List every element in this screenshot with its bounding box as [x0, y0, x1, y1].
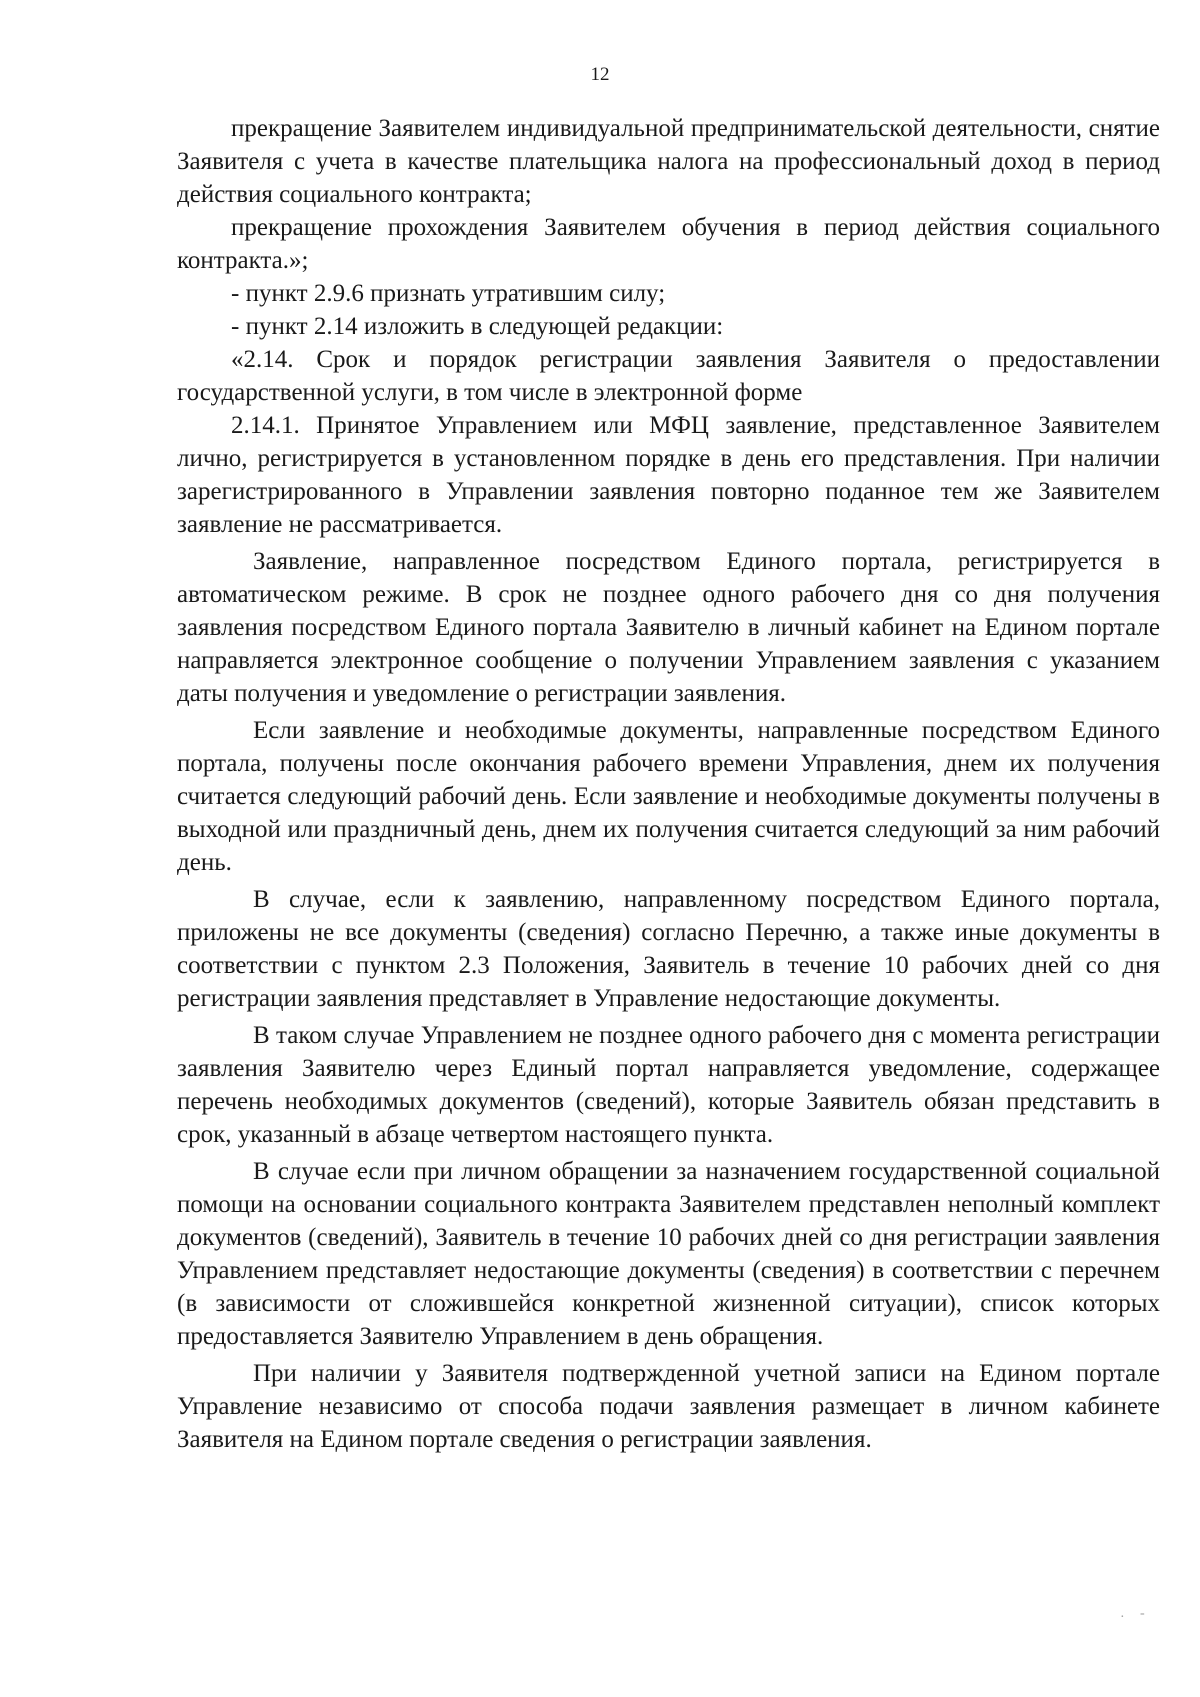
paragraph-12: При наличии у Заявителя подтвержденной учетной записи на Едином портале Управление независимо от способа подачи заявления размещает в личном кабинете Заявителя на Едином портале сведения о регистрации заявления.	[177, 1360, 1160, 1453]
paragraph-10: В таком случае Управлением не позднее одного рабочего дня с момента регистрации заявления Заявителю через Единый портал направляется уведомление, содержащее перечень необходимых документов (сведений), которые Заявитель обязан представить в срок, указанный в абзаце четвертом настоящего пункта.	[177, 1022, 1160, 1148]
paragraph-1: прекращение Заявителем индивидуальной предпринимательской деятельности, снятие Заявителя с учета в качестве плательщика налога на профессиональный доход в период действия социального контракта;	[177, 115, 1160, 208]
paragraph-9: В случае, если к заявлению, направленному посредством Единого портала, приложены не все документы (сведения) согласно Перечню, а также иные документы в соответствии с пунктом 2.3 Положения, Заявитель в течение 10 рабочих дней со дня регистрации заявления представляет в Управление недостающие документы.	[177, 886, 1160, 1012]
scan-speck: ·	[1120, 1610, 1125, 1625]
paragraph-3: - пункт 2.9.6 признать утратившим силу;	[231, 280, 666, 307]
page-number: 12	[590, 64, 610, 85]
document-body	[177, 112, 1160, 1456]
scan-speck: -	[1140, 1606, 1145, 1621]
paragraph-8: Если заявление и необходимые документы, направленные посредством Единого портала, получены после окончания рабочего времени Управления, днем их получения считается следующий рабочий день. Если заявление и необходимые документы получены в выходной или праздничный день, днем их получения считается следующий за ним рабочий день.	[177, 717, 1160, 876]
paragraph-7: Заявление, направленное посредством Единого портала, регистрируется в автоматическом режиме. В срок не позднее одного рабочего дня со дня получения заявления посредством Единого портала Заявителю в личный кабинет на Едином портале направляется электронное сообщение о получении Управлением заявления с указанием даты получения и уведомление о регистрации заявления.	[177, 548, 1160, 707]
paragraph-5: «2.14. Срок и порядок регистрации заявления Заявителя о предоставлении государственной услуги, в том числе в электронной форме	[177, 346, 1160, 406]
paragraph-4: - пункт 2.14 изложить в следующей редакции:	[231, 313, 724, 340]
paragraph-11: В случае если при личном обращении за назначением государственной социальной помощи на основании социального контракта Заявителем представлен неполный комплект документов (сведений), Заявитель в течение 10 рабочих дней со дня регистрации заявления Управлением представляет недостающие документы (сведения) в соответствии с перечнем (в зависимости от сложившейся конкретной жизненной ситуации), список которых предоставляется Заявителю Управлением в день обращения.	[177, 1158, 1160, 1350]
paragraph-2: прекращение прохождения Заявителем обучения в период действия социального контракта.»;	[177, 214, 1160, 274]
paragraph-6: 2.14.1. Принятое Управлением или МФЦ заявление, представленное Заявителем лично, регистрируется в установленном порядке в день его представления. При наличии зарегистрированного в Управлении заявления повторно поданное тем же Заявителем заявление не рассматривается.	[177, 412, 1160, 538]
